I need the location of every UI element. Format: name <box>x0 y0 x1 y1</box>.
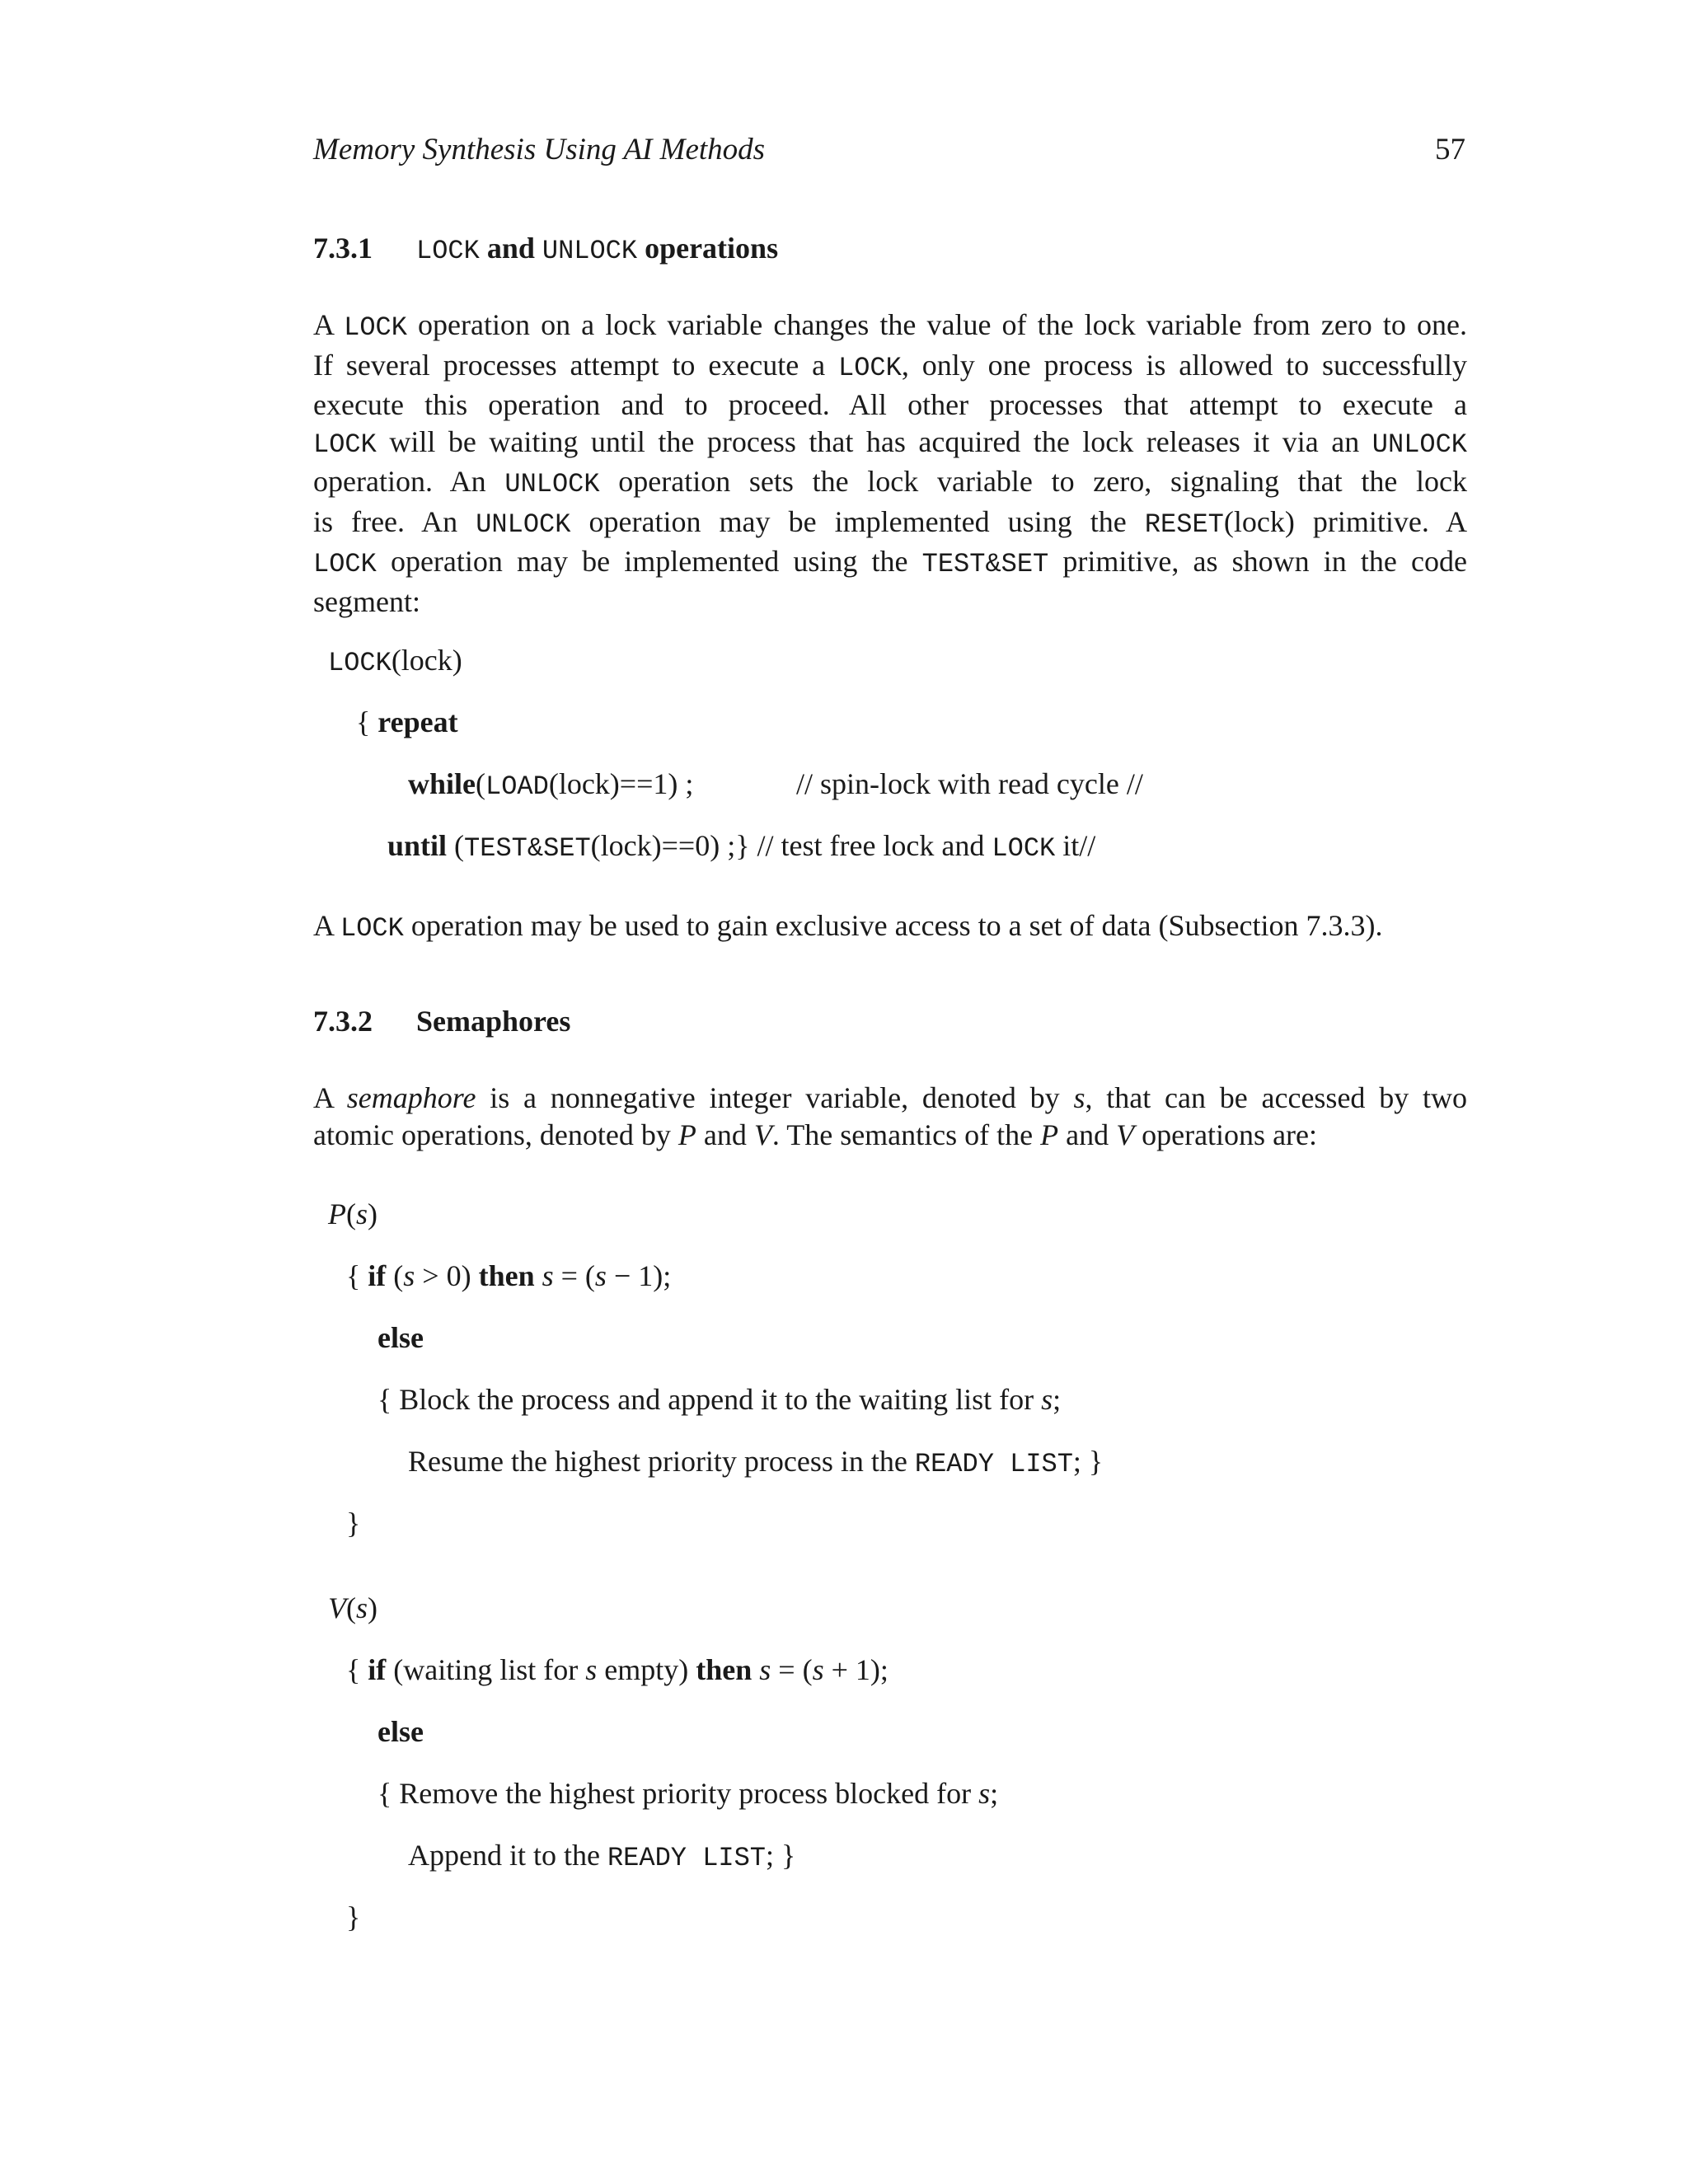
paragraph-line: A semaphore is a nonnegative integer variable, denoted by s, that can be accessed by two <box>313 1081 1467 1114</box>
code-line: V(s) <box>328 1591 378 1624</box>
code-line: { Remove the highest priority process blocked for s; <box>377 1777 999 1810</box>
code-line: { Block the process and append it to the waiting list for s; <box>377 1383 1062 1416</box>
running-title: Memory Synthesis Using AI Methods <box>313 133 766 166</box>
heading-code-unlock: UNLOCK <box>542 236 638 266</box>
page-number: 57 <box>1435 133 1465 166</box>
heading-code-lock: LOCK <box>416 236 480 266</box>
code-line: P(s) <box>328 1197 378 1230</box>
section-number: 7.3.2 <box>313 1005 373 1038</box>
paragraph-line: atomic operations, denoted by P and V. The semantics of the P and V operations are: <box>313 1118 1318 1151</box>
section-number: 7.3.1 <box>313 232 373 265</box>
paragraph-semaphore-definition <box>313 1080 1467 1153</box>
code-comment: // spin-lock with read cycle // <box>796 767 1143 800</box>
paragraph-line: segment: <box>313 584 420 618</box>
code-line: Append it to the READY LIST; } <box>408 1839 796 1873</box>
code-line: { if (waiting list for s empty) then s = (s + 1); <box>346 1653 889 1686</box>
section-title: Semaphores <box>416 1005 571 1038</box>
code-line: else <box>377 1321 424 1354</box>
paragraph-line: execute this operation and to proceed. All other processes that attempt to execute a <box>313 388 1467 421</box>
code-line: } <box>346 1507 361 1540</box>
paragraph-line: If several processes attempt to execute a LOCK, only one process is allowed to successfully <box>313 348 1467 383</box>
code-line: { repeat <box>356 705 458 738</box>
code-line: } <box>346 1900 361 1933</box>
paragraph-line: LOCK operation may be implemented using the TEST&SET primitive, as shown in the code <box>313 545 1467 579</box>
paragraph-line: A LOCK operation on a lock variable changes the value of the lock variable from zero to one. <box>313 308 1467 343</box>
code-line: LOCK(lock) <box>328 644 462 678</box>
code-line: Resume the highest priority process in the READY LIST; } <box>408 1445 1104 1479</box>
section-heading-7-3-2 <box>313 1004 570 1038</box>
paragraph-line: operation. An UNLOCK operation sets the lock variable to zero, signaling that the lock <box>313 465 1467 499</box>
heading-text: operations <box>637 232 779 265</box>
paragraph-lock-description <box>313 307 1467 620</box>
code-line: while(LOAD(lock)==1) ; <box>408 767 694 802</box>
code-line: until (TEST&SET(lock)==0) ;} // test free lock and LOCK it// <box>387 829 1096 864</box>
heading-text: and <box>479 232 542 265</box>
code-line: else <box>377 1715 424 1748</box>
code-line: { if (s > 0) then s = (s − 1); <box>346 1259 672 1292</box>
section-heading-7-3-1 <box>313 231 778 266</box>
paragraph-line: is free. An UNLOCK operation may be implemented using the RESET(lock) primitive. A <box>313 504 1467 540</box>
paragraph-lock-usage: A LOCK operation may be used to gain exclusive access to a set of data (Subsection 7.3.3). <box>313 909 1383 944</box>
paragraph-line: LOCK will be waiting until the process that has acquired the lock releases it via an UNLOCK <box>313 424 1467 460</box>
